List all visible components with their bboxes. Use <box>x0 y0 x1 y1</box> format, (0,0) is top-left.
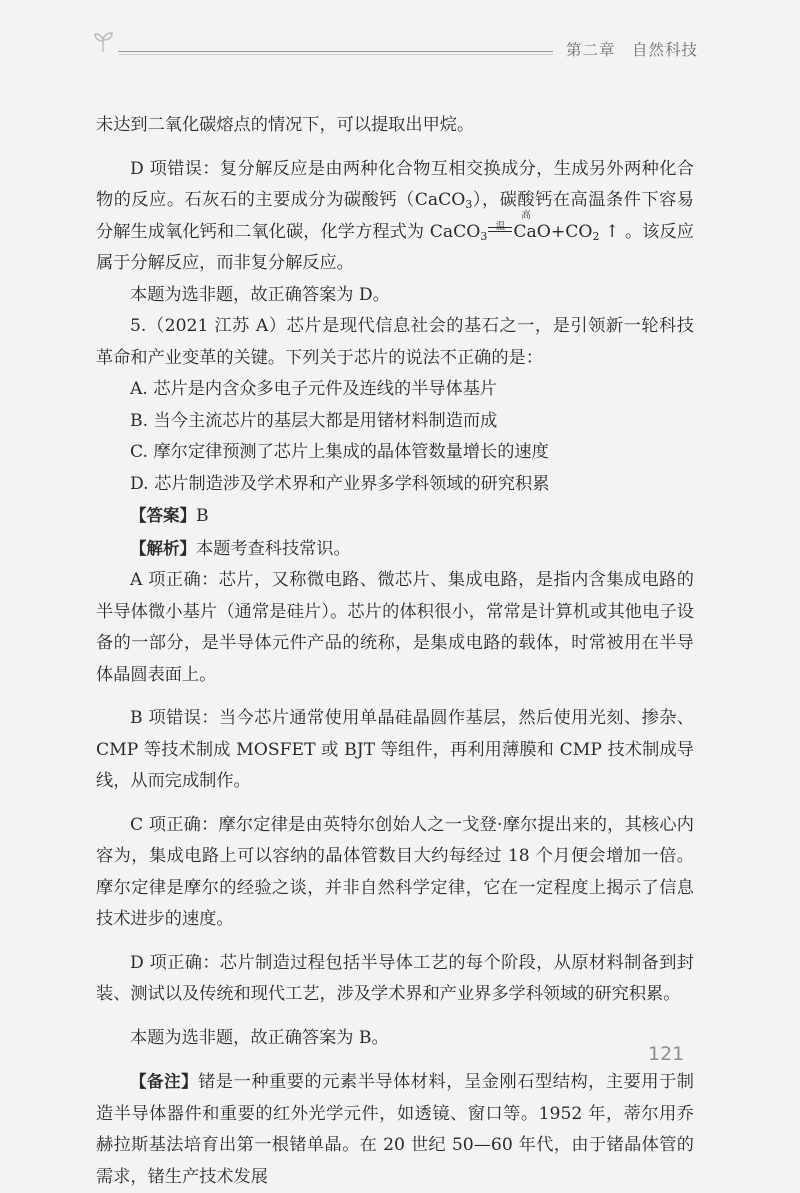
text-run: D 项错误：复分解反应是由两种化合物互相交换成分，生成另外两种化合物的反应。石灰石的主要成分为碳酸钙（CaCO <box>96 158 694 210</box>
reaction-condition <box>487 209 531 236</box>
analysis-text: 本题考查科技常识。 <box>196 538 351 559</box>
paragraph-d: D 项正确：芯片制造过程包括半导体工艺的每个阶段，从原材料制备到封装、测试以及传统和现代工艺，涉及学术界和产业界多学科领域的研究积累。 <box>96 952 694 1004</box>
subscript: 3 <box>480 229 488 243</box>
text-run: ↑ 。该反应属于分解反应，而非复分解反应。 <box>96 221 694 273</box>
note-paragraph <box>96 1066 694 1193</box>
answer-label: 【答案】 <box>130 506 196 525</box>
option-a: A. 芯片是内含众多电子元件及连线的半导体基片 <box>130 379 498 399</box>
option-b: B. 当今主流芯片的基层大都是用锗材料制造而成 <box>130 410 498 431</box>
analysis-label: 【解析】 <box>130 538 196 558</box>
answer-value: B <box>196 506 209 526</box>
chapter-title: 第二章 自然科技 <box>566 41 699 59</box>
paragraph-c: C 项正确：摩尔定律是由英特尔创始人之一戈登·摩尔提出来的，其核心内容为，集成电路上可以容纳的晶体管数目大约每经过 18 个月便会增加一倍。摩尔定律是摩尔的经验之谈，并非自然科学定律，它在一定程度上揭示了信息技术进步的速度。 <box>96 814 694 929</box>
reaction-condition-label: 高 <box>521 209 531 221</box>
option-d: D. 芯片制造涉及学术界和产业界多学科领域的研究积累 <box>130 473 550 494</box>
paragraph-answer-b: 本题为选非题，故正确答案为 B。 <box>130 1027 389 1048</box>
paragraph-b: B 项错误：当今芯片通常使用单晶硅晶圆作基层，然后使用光刻、掺杂、CMP 等技术制成 MOSFET 或 BJT 等组件，再利用薄膜和 CMP 技术制成导线，从而完成制作。 <box>96 708 694 791</box>
header-rule-shadow <box>118 54 553 55</box>
sprout-icon <box>90 28 116 54</box>
text-run: ），碳酸钙在高温条件下容易分解生成氧化钙和二氧化碳，化学方程式为 CaCO <box>96 190 694 242</box>
paragraph-continuation: 未达到二氧化碳熔点的情况下，可以提取出甲烷。 <box>96 115 475 135</box>
answer-line <box>96 500 694 533</box>
header-rule <box>118 51 553 52</box>
question-stem: 5.（2021 江苏 A）芯片是现代信息社会的基石之一，是引领新一轮科技革命和产业变革的关键。下列关于芯片的说法不正确的是： <box>96 316 694 368</box>
subscript: 3 <box>465 198 473 211</box>
note-text: 锗是一种重要的元素半导体材料，呈金刚石型结构，主要用于制造半导体器件和重要的红外光学元件，如透镜、窗口等。1952 年，蒂尔用乔赫拉斯基法培育出第一根锗单晶。在 20 世纪 50—60 年代，由于锗晶体管的需求，锗生产技术发展 <box>96 1072 694 1187</box>
paragraph-option-d-analysis <box>96 154 694 280</box>
paragraph-answer-d: 本题为选非题，故正确答案为 D。 <box>130 284 390 305</box>
analysis-line <box>96 533 694 566</box>
option-c: C. 摩尔定律预测了芯片上集成的晶体管数量增长的速度 <box>130 442 549 462</box>
subscript: 2 <box>592 229 600 243</box>
paragraph-a: A 项正确：芯片，又称微电路、微芯片、集成电路，是指内含集成电路的半导体微小基片（通常是硅片）。芯片的体积很小，常常是计算机或其他电子设备的一部分，是半导体元件产品的统称，是集成电路的载体，时常被用在半导体晶圆表面上。 <box>96 570 694 685</box>
page-body <box>96 110 694 1193</box>
text-run: CaO+CO <box>513 221 593 242</box>
page-number: 121 <box>648 1043 685 1065</box>
note-label: 【备注】 <box>130 1072 199 1091</box>
